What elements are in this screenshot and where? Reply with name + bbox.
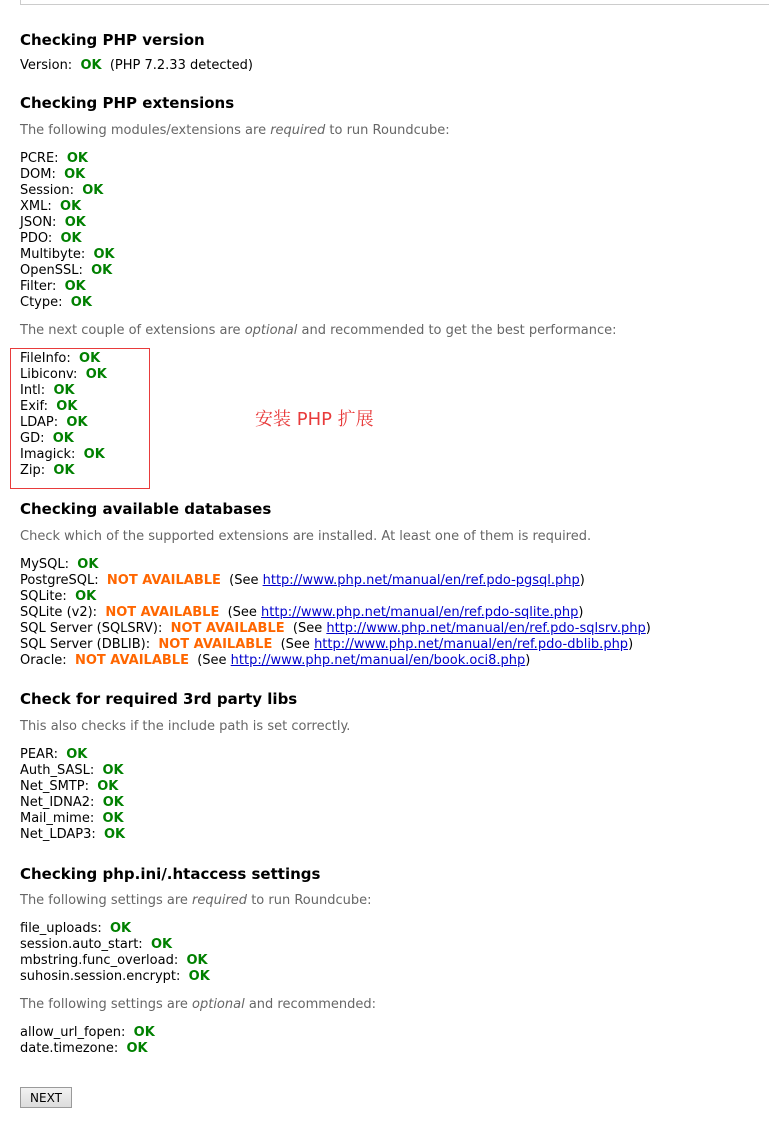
extension-row [20,279,86,295]
extension-row [20,215,86,231]
check-label: Net_IDNA2: [20,795,95,810]
status-not-available: NOT AVAILABLE [74,653,189,668]
setting-row [20,921,131,937]
check-label: Auth_SASL: [20,763,95,778]
database-row [20,557,98,573]
status-not-available: NOT AVAILABLE [170,621,285,636]
extension-row [20,295,92,311]
check-label: SQLite: [20,589,67,604]
check-label: Mail_mime: [20,811,95,826]
check-label: suhosin.session.encrypt: [20,969,181,984]
php-version-row [20,58,253,74]
extension-row [20,199,81,215]
hint-emphasis: required [270,123,326,138]
check-label: GD: [20,431,45,446]
top-panel-border [20,0,769,5]
see-prefix: (See [229,573,263,588]
check-label: Session: [20,183,74,198]
see-suffix: ) [628,637,634,652]
setting-row [20,953,208,969]
check-label: PCRE: [20,151,59,166]
check-label: file_uploads: [20,921,102,936]
check-label: Oracle: [20,653,67,668]
check-label: MySQL: [20,557,70,572]
status-ok: OK [133,1025,155,1040]
check-label: Net_SMTP: [20,779,89,794]
status-ok: OK [85,367,107,382]
extension-row [20,151,88,167]
see-suffix: ) [525,653,531,668]
status-ok: OK [64,167,86,182]
check-label: DOM: [20,167,56,182]
check-label: Exif: [20,399,49,414]
check-label: Ctype: [20,295,63,310]
check-label: Filter: [20,279,57,294]
check-label: SQL Server (SQLSRV): [20,621,163,636]
status-ok: OK [91,263,113,278]
hint-emphasis: optional [244,323,298,338]
check-label: LDAP: [20,415,59,430]
hint-text: and recommended: [244,997,377,1012]
check-label: Libiconv: [20,367,78,382]
annotation-label: 安装 PHP 扩展 [255,409,374,430]
check-label: date.timezone: [20,1041,119,1056]
php-version-heading: Checking PHP version [20,31,205,49]
status-ok: OK [150,937,173,952]
databases-hint: Check which of the supported extensions are installed. At least one of them is required. [20,529,592,544]
setting-row [20,1041,148,1057]
lib-row [20,779,118,795]
status-ok: OK [66,415,88,430]
check-label: session.auto_start: [20,937,143,952]
status-ok: OK [60,199,82,214]
status-ok: OK [126,1041,148,1056]
setting-row [20,937,172,953]
hint-emphasis: required [192,893,248,908]
hint-text: The following settings are [20,997,193,1012]
see-suffix: ) [579,573,585,588]
database-row [20,637,633,653]
libs-hint: This also checks if the include path is set correctly. [20,719,351,734]
status-ok: OK [75,589,97,604]
status-ok: OK [56,399,78,414]
settings-optional-hint [20,997,376,1013]
status-ok: OK [53,463,75,478]
manual-link[interactable]: http://www.php.net/manual/en/ref.pdo-dblib.php [314,637,629,652]
manual-link[interactable]: http://www.php.net/manual/en/ref.pdo-pgsql.php [262,573,580,588]
extension-row [20,167,85,183]
see-suffix: ) [578,605,584,620]
check-label: JSON: [20,215,57,230]
hint-text: to run Roundcube: [247,893,372,908]
check-label: Zip: [20,463,46,478]
lib-row [20,795,124,811]
status-ok: OK [102,811,124,826]
manual-link[interactable]: http://www.php.net/manual/en/ref.pdo-sqlsrv.php [326,621,646,636]
see-prefix: (See [292,621,327,636]
status-ok: OK [53,383,75,398]
status-ok: OK [186,953,208,968]
extension-row [20,263,112,279]
status-ok: OK [77,557,99,572]
extensions-required-hint [20,123,450,139]
extension-row [20,247,115,263]
hint-text: The next couple of extensions are [20,323,245,338]
php-version-status: OK [80,58,102,73]
status-ok: OK [79,351,101,366]
setting-row [20,1025,155,1041]
status-ok: OK [52,431,74,446]
database-row [20,605,584,621]
see-prefix: (See [227,605,262,620]
manual-link[interactable]: http://www.php.net/manual/en/book.oci8.php [230,653,526,668]
see-prefix: (See [280,637,315,652]
check-label: mbstring.func_overload: [20,953,179,968]
status-ok: OK [110,921,132,936]
check-label: PostgreSQL: [20,573,99,588]
database-row [20,621,651,637]
extension-row [20,183,103,199]
libs-heading: Check for required 3rd party libs [20,690,298,708]
database-row [20,589,96,605]
extensions-heading: Checking PHP extensions [20,94,235,112]
check-label: PEAR: [20,747,58,762]
status-ok: OK [97,779,119,794]
check-label: XML: [20,199,52,214]
lib-row [20,811,124,827]
status-ok: OK [102,795,124,810]
settings-required-hint [20,893,371,909]
status-not-available: NOT AVAILABLE [158,637,273,652]
check-label: PDO: [20,231,53,246]
databases-heading: Checking available databases [20,500,272,518]
hint-text: The following modules/extensions are [20,123,271,138]
check-label: FileInfo: [20,351,71,366]
status-not-available: NOT AVAILABLE [105,605,220,620]
check-label: SQL Server (DBLIB): [20,637,151,652]
lib-row [20,747,87,763]
next-button[interactable]: NEXT [20,1087,72,1108]
php-version-label: Version: [20,58,73,73]
extensions-optional-hint [20,323,616,339]
see-prefix: (See [197,653,231,668]
extension-row [20,231,82,247]
status-ok: OK [188,969,210,984]
status-not-available: NOT AVAILABLE [106,573,221,588]
database-row [20,573,585,589]
status-ok: OK [102,763,124,778]
status-ok: OK [66,747,88,762]
php-version-detail: (PHP 7.2.33 detected) [109,58,253,73]
check-label: Imagick: [20,447,76,462]
lib-row [20,827,125,843]
status-ok: OK [82,183,104,198]
manual-link[interactable]: http://www.php.net/manual/en/ref.pdo-sqlite.php [261,605,579,620]
hint-text: to run Roundcube: [325,123,450,138]
check-label: Intl: [20,383,46,398]
hint-text: The following settings are [20,893,193,908]
highlight-box [10,348,150,489]
hint-emphasis: optional [192,997,245,1012]
status-ok: OK [66,151,88,166]
hint-text: and recommended to get the best performance: [297,323,617,338]
check-label: Multibyte: [20,247,86,262]
status-ok: OK [104,827,126,842]
check-label: Net_LDAP3: [20,827,96,842]
status-ok: OK [93,247,115,262]
status-ok: OK [70,295,92,310]
lib-row [20,763,124,779]
status-ok: OK [83,447,105,462]
check-label: allow_url_fopen: [20,1025,126,1040]
setting-row [20,969,210,985]
status-ok: OK [60,231,82,246]
check-label: SQLite (v2): [20,605,98,620]
status-ok: OK [64,215,86,230]
status-ok: OK [64,279,86,294]
database-row [20,653,530,669]
check-label: OpenSSL: [20,263,83,278]
see-suffix: ) [645,621,651,636]
settings-heading: Checking php.ini/.htaccess settings [20,865,321,883]
